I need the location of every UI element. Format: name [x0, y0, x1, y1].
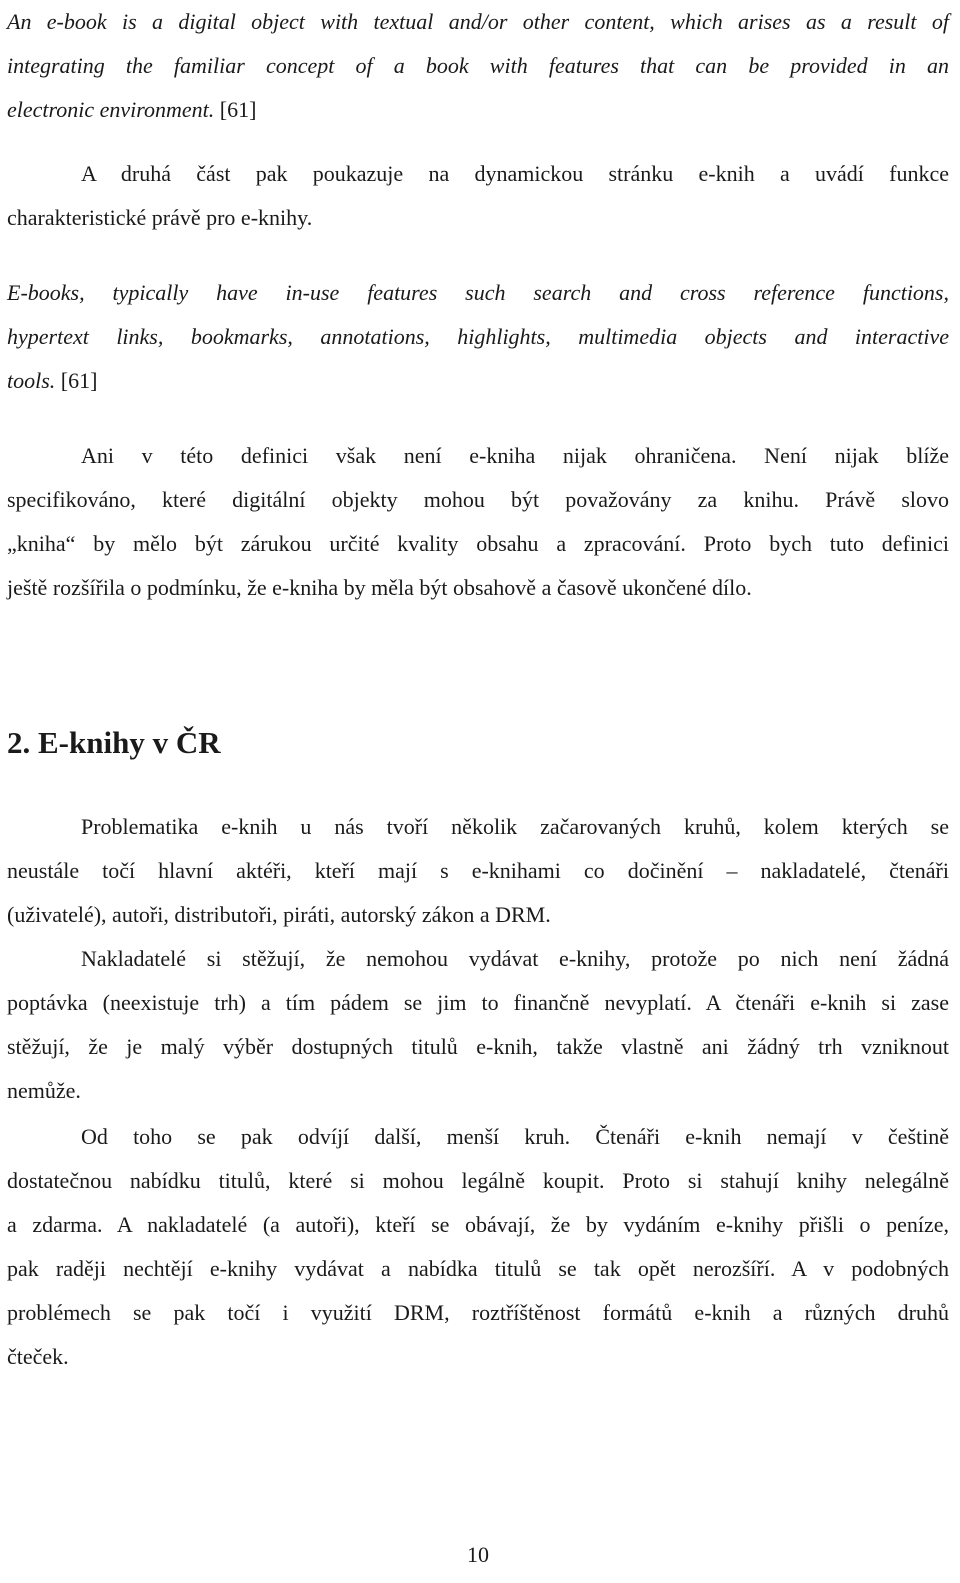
- text-line: problémech se pak točí i využití DRM, roztříštěnost formátů e-knih a různých druhů: [7, 1300, 949, 1325]
- text-line-content: tools.: [7, 368, 56, 393]
- text-line: charakteristické právě pro e-knihy.: [7, 205, 313, 230]
- text-line: [7, 359, 949, 403]
- citation-ref: [61]: [55, 368, 98, 393]
- text-line: Nakladatelé si stěžují, že nemohou vydávat e-knihy, protože po nich není žádná: [81, 946, 949, 971]
- text-line: specifikováno, které digitální objekty mohou být považovány za knihu. Právě slovo: [7, 487, 949, 512]
- text-line: ještě rozšířila o podmínku, že e-kniha by měla být obsahově a časově ukončené dílo.: [7, 575, 752, 600]
- text-line: Problematika e-knih u nás tvoří několik začarovaných kruhů, kolem kterých se: [81, 814, 949, 839]
- document-page: [7, 0, 949, 1583]
- text-line: E-books, typically have in-use features such search and cross reference functions,: [7, 280, 949, 305]
- text-line: stěžují, že je malý výběr dostupných titulů e-knih, takže vlastně ani žádný trh vzniknout: [7, 1034, 949, 1059]
- text-line: „kniha“ by mělo být zárukou určité kvality obsahu a zpracování. Proto bych tuto definici: [7, 531, 949, 556]
- citation-ref: [61]: [214, 97, 257, 122]
- quote-definition-1: [7, 0, 949, 132]
- text-line: hypertext links, bookmarks, annotations, highlights, multimedia objects and interactive: [7, 324, 949, 349]
- text-line: pak raději nechtějí e-knihy vydávat a nabídka titulů se tak opět nerozšíří. A v podobných: [7, 1256, 949, 1281]
- text-line: [7, 88, 949, 132]
- paragraph-5: [7, 1115, 949, 1379]
- text-line: nemůže.: [7, 1078, 81, 1103]
- paragraph-1: [7, 152, 949, 240]
- text-line: dostatečnou nabídku titulů, které si mohou legálně koupit. Proto si stahují knihy nelegálně: [7, 1168, 949, 1193]
- text-line-content: electronic environment.: [7, 97, 215, 122]
- text-line: Ani v této definici však není e-kniha nijak ohraničena. Není nijak blíže: [81, 443, 949, 468]
- text-line: An e-book is a digital object with textual and/or other content, which arises as a result of: [7, 9, 949, 34]
- text-line: a zdarma. A nakladatelé (a autoři), kteří se obávají, že by vydáním e-knihy přišli o peníze,: [7, 1212, 949, 1237]
- text-line: (uživatelé), autoři, distributoři, piráti, autorský zákon a DRM.: [7, 902, 551, 927]
- page-number: 10: [467, 1542, 489, 1567]
- quote-definition-2: [7, 271, 949, 403]
- section-heading: 2. E-knihy v ČR: [7, 725, 221, 760]
- text-line: čteček.: [7, 1344, 69, 1369]
- paragraph-3: [7, 805, 949, 937]
- text-line: poptávka (neexistuje trh) a tím pádem se jim to finančně nevyplatí. A čtenáři e-knih si zase: [7, 990, 949, 1015]
- paragraph-2: [7, 434, 949, 610]
- text-line: integrating the familiar concept of a book with features that can be provided in an: [7, 53, 949, 78]
- text-line: Od toho se pak odvíjí další, menší kruh. Čtenáři e-knih nemají v češtině: [81, 1124, 949, 1149]
- text-line: A druhá část pak poukazuje na dynamickou stránku e-knih a uvádí funkce: [81, 161, 949, 186]
- text-line: neustále točí hlavní aktéři, kteří mají s e-knihami co dočinění – nakladatelé, čtenáři: [7, 858, 949, 883]
- paragraph-4: [7, 937, 949, 1113]
